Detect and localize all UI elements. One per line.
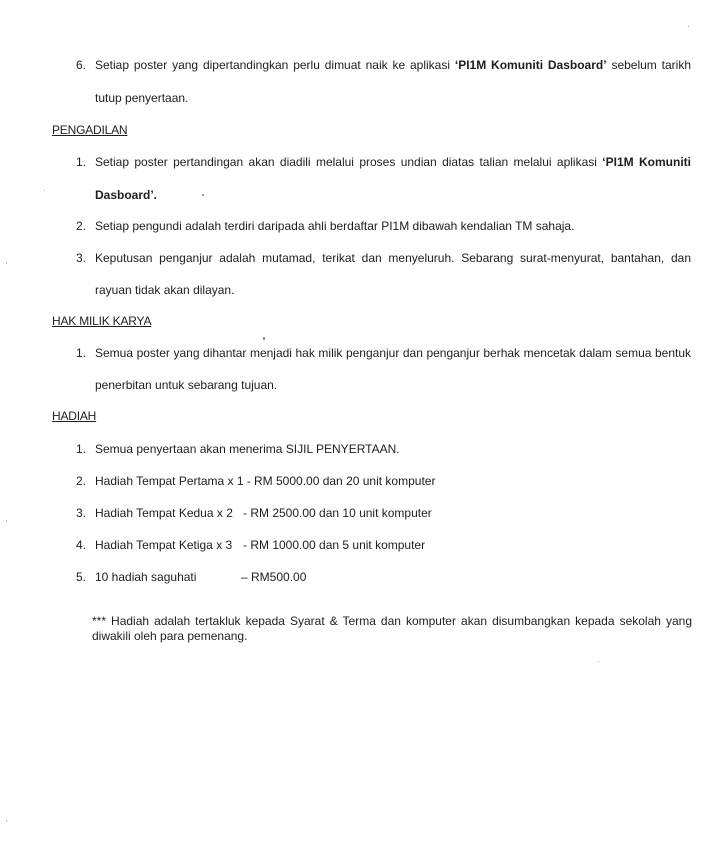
- hadiah-3-number: 3.: [76, 506, 87, 520]
- scan-speck: [6, 820, 7, 822]
- hadiah-2-label: Hadiah Tempat Pertama x 1 -: [95, 474, 251, 488]
- item-6-line-2: tutup penyertaan.: [95, 91, 189, 105]
- pengadilan-1-text: Setiap poster pertandingan akan diadili melalui proses undian diatas talian melalui aplikasi: [95, 155, 597, 169]
- hadiah-5-value: – RM500.00: [241, 570, 307, 584]
- pengadilan-3-line-2: rayuan tidak akan dilayan.: [95, 283, 235, 297]
- prize-note: *** Hadiah adalah tertakluk kepada Syarat & Terma dan komputer akan disumbangkan kepada sekolah yang diwakili oleh para pemenang.: [92, 614, 692, 643]
- hak-milik-1-number: 1.: [76, 346, 87, 360]
- pengadilan-1-line-2: [95, 187, 157, 203]
- scan-speck: [688, 26, 689, 27]
- hadiah-1-number: 1.: [76, 442, 87, 456]
- scan-speck: [6, 262, 7, 264]
- item-6-app-name: ‘PI1M Komuniti Dasboard’: [454, 58, 607, 72]
- pengadilan-1-app-name-end: Dasboard’.: [95, 188, 158, 202]
- item-6-text: Setiap poster yang dipertandingkan perlu dimuat naik ke aplikasi: [95, 58, 450, 72]
- pengadilan-1-line-1: [95, 154, 691, 170]
- scan-speck: [202, 194, 204, 196]
- hadiah-5-number: 5.: [76, 570, 87, 584]
- scan-speck: [263, 337, 265, 340]
- hadiah-1-text: Semua penyertaan akan menerima SIJIL PENYERTAAN.: [95, 442, 400, 456]
- section-heading-pengadilan: PENGADILAN: [52, 123, 128, 137]
- pengadilan-3-line-1: Keputusan penganjur adalah mutamad, terikat dan menyeluruh. Sebarang surat-menyurat, bantahan, dan: [95, 251, 691, 265]
- hak-milik-1-line-1: Semua poster yang dihantar menjadi hak milik penganjur dan penganjur berhak mencetak dalam semua bentuk: [95, 346, 691, 360]
- item-6-text-end: sebelum tarikh: [611, 58, 691, 72]
- scan-speck: [598, 661, 599, 662]
- pengadilan-1-app-name: ‘PI1M Komuniti: [602, 155, 691, 169]
- section-heading-hadiah: HADIAH: [52, 409, 97, 423]
- hadiah-4-value: - RM 1000.00 dan 5 unit komputer: [243, 538, 426, 552]
- pengadilan-3-number: 3.: [76, 251, 87, 265]
- hadiah-4-label: Hadiah Tempat Ketiga x 3: [95, 538, 233, 552]
- pengadilan-1-number: 1.: [76, 155, 87, 169]
- pengadilan-2-number: 2.: [76, 219, 87, 233]
- hadiah-2-value: RM 5000.00 dan 20 unit komputer: [254, 474, 436, 488]
- hadiah-3-label: Hadiah Tempat Kedua x 2: [95, 506, 233, 520]
- section-heading-hak-milik-karya: HAK MILIK KARYA: [52, 314, 152, 328]
- item-6-line-1: [95, 57, 691, 73]
- hadiah-4-number: 4.: [76, 538, 87, 552]
- hadiah-5-label: 10 hadiah saguhati: [95, 570, 197, 584]
- item-6-number: 6.: [76, 58, 87, 72]
- hadiah-2-number: 2.: [76, 474, 87, 488]
- hadiah-3-value: - RM 2500.00 dan 10 unit komputer: [243, 506, 432, 520]
- hak-milik-1-line-2: penerbitan untuk sebarang tujuan.: [95, 378, 278, 392]
- scan-speck: [6, 520, 7, 522]
- pengadilan-2-text: Setiap pengundi adalah terdiri daripada ahli berdaftar PI1M dibawah kendalian TM sahaja.: [95, 219, 575, 233]
- scan-speck: [44, 190, 45, 191]
